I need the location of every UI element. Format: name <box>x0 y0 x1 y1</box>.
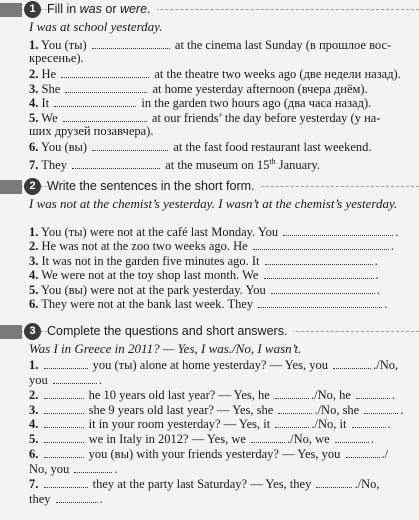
answer-blank[interactable] <box>44 402 84 414</box>
answer-blank[interactable] <box>346 446 380 458</box>
answer-blank[interactable] <box>92 139 168 151</box>
answer-blank[interactable] <box>44 431 84 443</box>
exercise-item: 6. you (вы) with your friends yesterday? — Yes, you ./ <box>29 447 389 461</box>
section-1-header <box>0 0 419 19</box>
exercise-item: 2. He at the theatre two weeks ago (две недели назад). <box>29 67 401 81</box>
example-sentence: I was not at the chemist’s yesterday. I wasn’t at the chemist’s yesterday. <box>29 196 398 211</box>
exercise-item: 1. You (ты) were not at the café last Monday. You . <box>29 225 399 239</box>
exercise-item: 2. He was not at the zoo two weeks ago. He . <box>29 239 394 253</box>
answer-blank[interactable] <box>335 431 369 443</box>
answer-blank[interactable] <box>253 238 389 250</box>
answer-blank[interactable] <box>278 402 312 414</box>
section-2-header <box>0 177 419 196</box>
answer-blank[interactable] <box>271 282 375 294</box>
section-title: Complete the questions and short answers. <box>47 323 293 340</box>
section-title: Fill in was or were. <box>47 1 157 18</box>
exercise-item: 5. You (вы) were not at the park yesterday. You . <box>29 283 380 297</box>
section-number: 3 <box>24 323 41 340</box>
answer-blank[interactable] <box>275 387 309 399</box>
answer-blank[interactable] <box>44 446 84 458</box>
answer-blank[interactable] <box>92 37 170 49</box>
exercise-item: 7. they at the party last Saturday? — Yes, they ./No, <box>29 477 380 491</box>
answer-blank[interactable] <box>44 416 84 428</box>
answer-blank[interactable] <box>44 387 84 399</box>
exercise-item-continued: ших друзей позавчера). <box>29 124 154 138</box>
exercise-item: 3. She at home yesterday afternoon (вчера днём). <box>29 82 368 96</box>
answer-blank[interactable] <box>333 357 371 369</box>
answer-blank[interactable] <box>283 224 393 236</box>
answer-blank[interactable] <box>61 66 149 78</box>
answer-blank[interactable] <box>74 461 112 473</box>
exercise-item-continued: you . <box>29 373 102 387</box>
exercise-item: 6. They were not at the bank last week. They . <box>29 297 388 311</box>
answer-blank[interactable] <box>72 157 160 169</box>
exercise-item: 7. They at the museum on 15th January. <box>29 157 320 173</box>
section-marker <box>0 325 22 339</box>
section-marker <box>0 180 22 194</box>
answer-blank[interactable] <box>54 95 136 107</box>
example-sentence: I was at school yesterday. <box>29 19 163 34</box>
exercise-item: 5. we in Italy in 2012? — Yes, we ./No, we . <box>29 432 374 446</box>
section-title: Write the sentences in the short form. <box>47 178 261 195</box>
answer-blank[interactable] <box>265 253 373 265</box>
answer-blank[interactable] <box>251 431 285 443</box>
answer-blank[interactable] <box>316 476 352 488</box>
answer-blank[interactable] <box>258 296 382 308</box>
answer-blank[interactable] <box>53 372 97 384</box>
exercise-item: 2. he 10 years old last year? — Yes, he ./No, he . <box>29 388 396 402</box>
answer-blank[interactable] <box>275 416 309 428</box>
example-sentence: Was I in Greece in 2011? — Yes, I was./No, I wasn’t. <box>29 341 302 356</box>
exercise-item: 1. you (ты) alone at home yesterday? — Yes, you ./No, <box>29 358 399 372</box>
exercise-item: 5. We at our friends’ the day before yesterday (у на- <box>29 111 381 125</box>
exercise-item: 1. You (ты) at the cinema last Sunday (в прошлое вос- <box>29 38 392 52</box>
answer-blank[interactable] <box>63 110 147 122</box>
answer-blank[interactable] <box>264 267 374 279</box>
exercise-item-continued: they . <box>29 492 103 506</box>
section-number: 2 <box>24 178 41 195</box>
exercise-item-continued: кресенье). <box>29 51 84 65</box>
exercise-item: 3. she 9 years old last year? — Yes, she ./No, she . <box>29 403 404 417</box>
answer-blank[interactable] <box>44 476 88 488</box>
exercise-item: 6. You (вы) at the fast food restaurant last weekend. <box>29 140 372 154</box>
exercise-item: 4. We were not at the toy shop last month. We . <box>29 268 379 282</box>
answer-blank[interactable] <box>44 357 88 369</box>
exercise-item-continued: No, you . <box>29 462 118 476</box>
answer-blank[interactable] <box>56 491 98 503</box>
section-number: 1 <box>24 1 41 18</box>
answer-blank[interactable] <box>356 387 390 399</box>
exercise-item: 3. It was not in the garden five minutes ago. It . <box>29 254 378 268</box>
answer-blank[interactable] <box>364 402 398 414</box>
section-marker <box>0 3 22 17</box>
exercise-item: 4. it in your room yesterday? — Yes, it ./No, it . <box>29 417 391 431</box>
answer-blank[interactable] <box>65 81 147 93</box>
section-3-header <box>0 322 419 341</box>
answer-blank[interactable] <box>352 416 386 428</box>
exercise-item: 4. It in the garden two hours ago (два часа назад). <box>29 96 372 110</box>
